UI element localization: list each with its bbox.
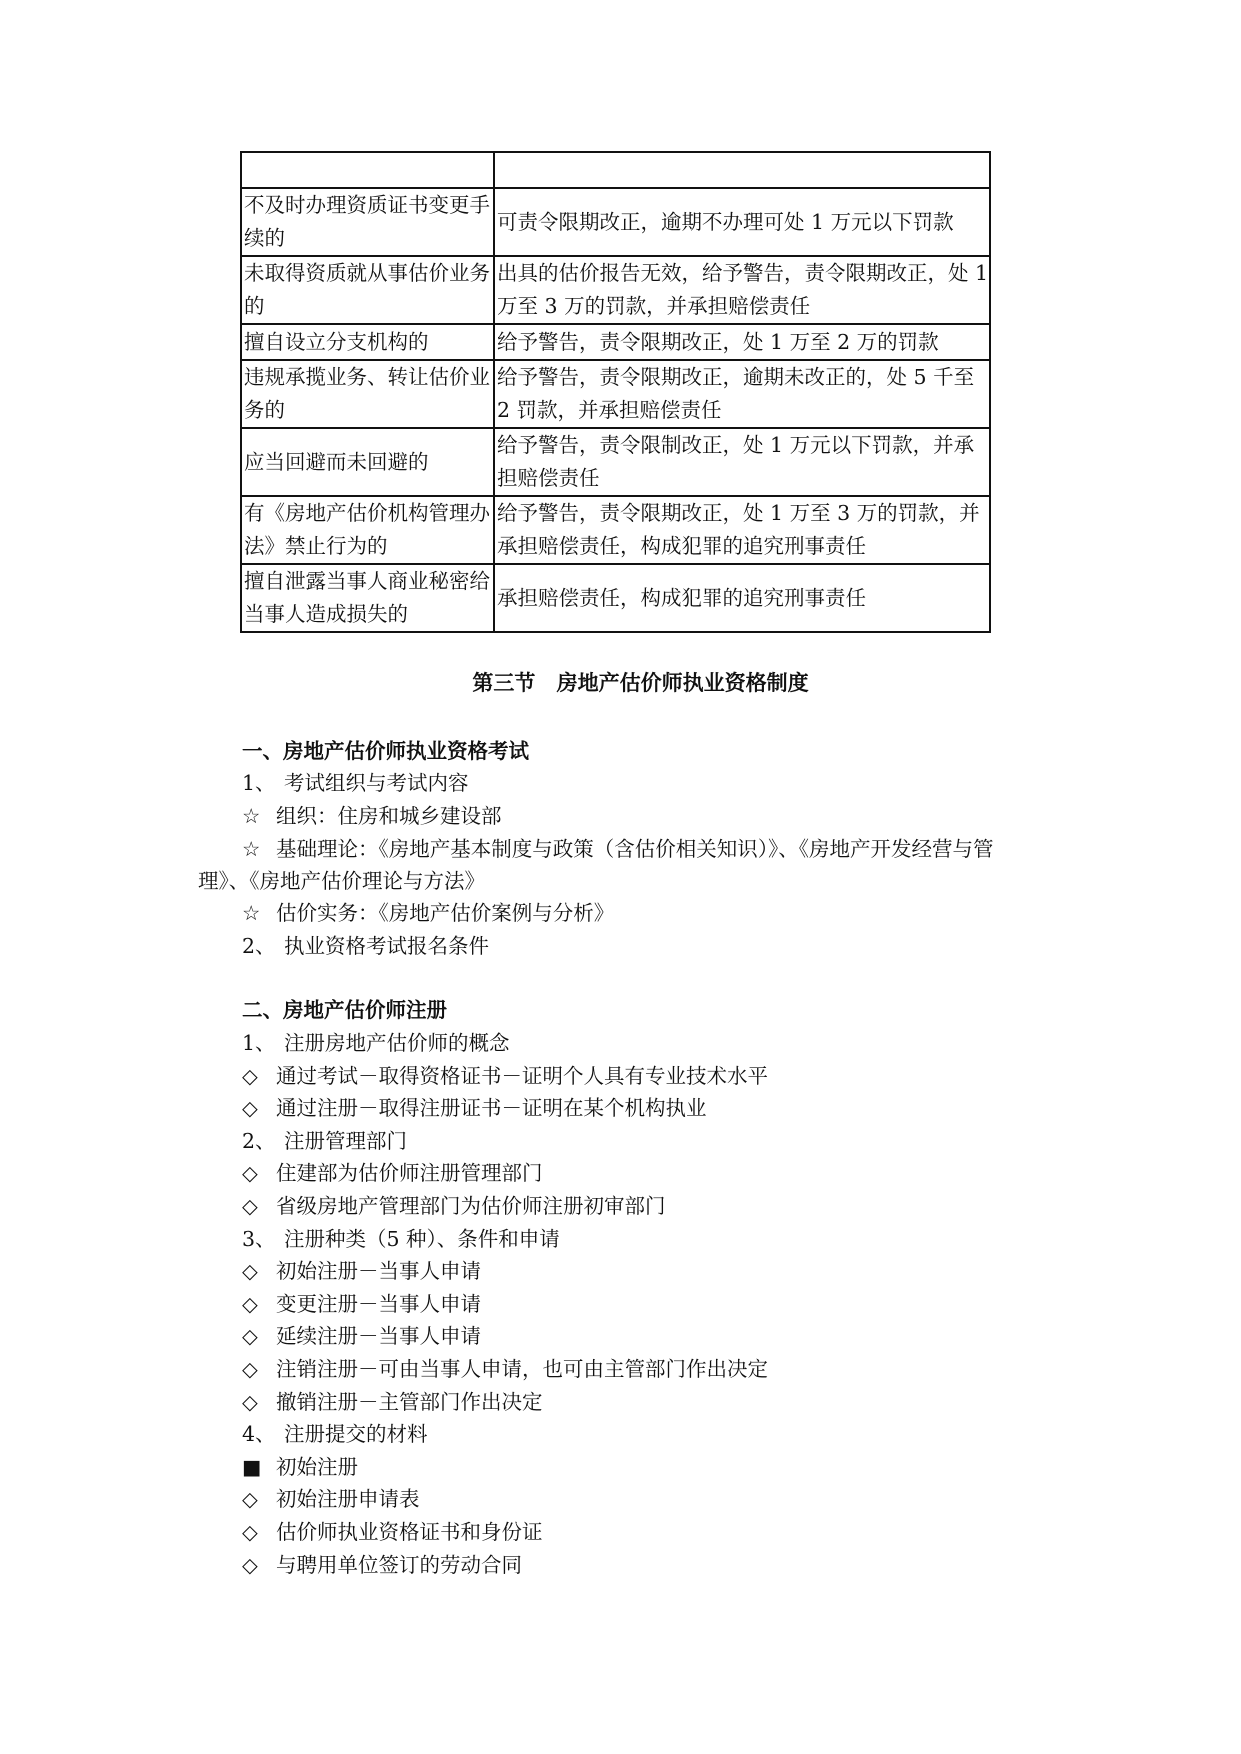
item-text: 通过考试－取得资格证书－证明个人具有专业技术水平	[276, 1063, 768, 1088]
diamond-bullet-icon: ◇	[242, 1096, 258, 1121]
diamond-bullet-icon: ◇	[242, 1194, 258, 1218]
violation-cell: 未取得资质就从事估价业务的	[241, 256, 494, 324]
item-text: 注册提交的材料	[284, 1422, 428, 1447]
diamond-bullet-icon: ◇	[242, 1389, 258, 1414]
list-item	[242, 1061, 768, 1091]
list-item	[242, 1093, 707, 1123]
list-item	[242, 1484, 420, 1514]
list-item	[242, 1256, 481, 1286]
item-number: 1、	[242, 771, 276, 795]
item-text: 初始注册－当事人申请	[276, 1259, 481, 1284]
penalty-table	[240, 151, 991, 633]
part1-heading: 一、房地产估价师执业资格考试	[242, 739, 529, 763]
item-number: 2、	[242, 1128, 276, 1153]
table-row	[241, 256, 990, 324]
table-row	[241, 188, 990, 256]
item-text: 变更注册－当事人申请	[276, 1291, 481, 1316]
diamond-bullet-icon: ◇	[242, 1291, 258, 1316]
part2-heading: 二、房地产估价师注册	[242, 998, 447, 1022]
item-text: 注册房地产估价师的概念	[284, 1031, 510, 1055]
diamond-bullet-icon: ◇	[242, 1161, 258, 1186]
diamond-bullet-icon: ◇	[242, 1259, 258, 1284]
penalty-cell: 给予警告，责令限制改正，处 1 万元以下罚款，并承担赔偿责任	[494, 428, 990, 496]
table-row	[241, 496, 990, 564]
item-text: 考试组织与考试内容	[284, 771, 469, 795]
penalty-cell: 给予警告，责令限期改正，逾期未改正的，处 5 千至 2 罚款，并承担赔偿责任	[494, 360, 990, 428]
star-icon: ☆	[242, 804, 261, 828]
item-text: 与聘用单位签订的劳动合同	[276, 1552, 522, 1577]
violation-cell: 有《房地产估价机构管理办法》禁止行为的	[241, 496, 494, 564]
list-item	[242, 1452, 358, 1482]
item-number: 3、	[242, 1226, 276, 1251]
item-text: 省级房地产管理部门为估价师注册初审部门	[276, 1194, 666, 1218]
item-number: 4、	[242, 1422, 276, 1447]
diamond-bullet-icon: ◇	[242, 1357, 258, 1381]
list-item	[242, 1387, 543, 1417]
item-text: 基础理论：《房地产基本制度与政策（含估价相关知识）》、《房地产开发经营与管理》、《房地产估价理论与方法》	[198, 837, 994, 893]
list-item	[242, 931, 489, 961]
violation-cell: 擅自设立分支机构的	[241, 324, 494, 360]
penalty-cell: 给予警告，责令限期改正，处 1 万至 2 万的罚款	[494, 324, 990, 360]
item-text: 估价实务：《房地产估价案例与分析》	[276, 901, 615, 925]
list-item	[242, 1289, 481, 1319]
item-text: 注册种类（5 种）、条件和申请	[284, 1226, 560, 1251]
violation-cell: 应当回避而未回避的	[241, 428, 494, 496]
diamond-bullet-icon: ◇	[242, 1552, 258, 1577]
list-item	[242, 1354, 768, 1384]
star-icon: ☆	[242, 837, 261, 861]
table-header-cell	[241, 152, 494, 188]
item-text: 注册管理部门	[284, 1128, 407, 1153]
list-item	[242, 1158, 543, 1188]
penalty-cell: 可责令限期改正，逾期不办理可处 1 万元以下罚款	[494, 188, 990, 256]
table-row	[241, 428, 990, 496]
violation-cell: 擅自泄露当事人商业秘密给当事人造成损失的	[241, 564, 494, 632]
item-text: 初始注册申请表	[276, 1487, 420, 1512]
list-item	[242, 1028, 510, 1058]
list-item	[242, 1550, 522, 1580]
list-item	[242, 898, 614, 928]
item-text: 通过注册－取得注册证书－证明在某个机构执业	[276, 1096, 707, 1121]
star-icon: ☆	[242, 901, 261, 925]
diamond-bullet-icon: ◇	[242, 1487, 258, 1512]
list-item	[242, 801, 502, 831]
list-item	[242, 768, 469, 798]
table-row	[241, 564, 990, 632]
item-text: 撤销注册－主管部门作出决定	[276, 1389, 543, 1414]
list-item	[242, 1517, 543, 1547]
list-item	[242, 1126, 407, 1156]
section-title: 第三节 房地产估价师执业资格制度	[472, 671, 809, 695]
violation-cell: 不及时办理资质证书变更手续的	[241, 188, 494, 256]
list-item	[242, 1224, 560, 1254]
list-item	[242, 1191, 666, 1221]
penalty-cell: 给予警告，责令限期改正，处 1 万至 3 万的罚款，并承担赔偿责任，构成犯罪的追究刑事责任	[494, 496, 990, 564]
diamond-bullet-icon: ◇	[242, 1324, 258, 1349]
item-text: 初始注册	[276, 1454, 358, 1479]
item-text: 住建部为估价师注册管理部门	[276, 1161, 543, 1186]
list-item	[242, 1321, 481, 1351]
item-text: 估价师执业资格证书和身份证	[276, 1520, 543, 1544]
diamond-bullet-icon: ◇	[242, 1520, 258, 1544]
penalty-cell: 出具的估价报告无效，给予警告，责令限期改正，处 1 万至 3 万的罚款，并承担赔偿责任	[494, 256, 990, 324]
table-row	[241, 360, 990, 428]
list-item	[242, 1419, 428, 1449]
table-header-cell	[494, 152, 990, 188]
diamond-bullet-icon: ◇	[242, 1063, 258, 1088]
item-text: 延续注册－当事人申请	[276, 1324, 481, 1349]
item-number: 2、	[242, 934, 276, 958]
table-header-row	[241, 152, 990, 188]
item-text: 注销注册－可由当事人申请，也可由主管部门作出决定	[276, 1357, 768, 1381]
penalty-cell: 承担赔偿责任，构成犯罪的追究刑事责任	[494, 564, 990, 632]
table-row	[241, 324, 990, 360]
item-text: 组织：住房和城乡建设部	[276, 804, 502, 828]
violation-cell: 违规承揽业务、转让估价业务的	[241, 360, 494, 428]
list-item-wrapped	[198, 833, 1034, 897]
item-text: 执业资格考试报名条件	[284, 934, 489, 958]
item-number: 1、	[242, 1031, 276, 1055]
square-bullet-icon: ■	[242, 1454, 262, 1479]
